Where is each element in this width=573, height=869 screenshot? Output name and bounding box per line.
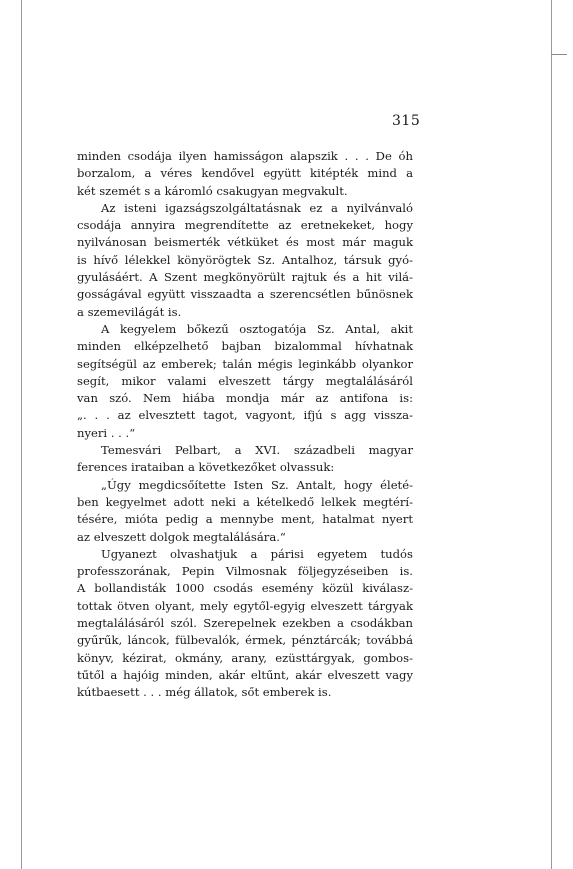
text-line: ferences irataiban a következőket olvassuk: [77,460,335,475]
text-line: Temesvári Pelbart, a XVI. századbeli magyar [101,443,413,458]
text-line: az elveszett dolgok megtalálására.“ [77,529,286,544]
text-line: tottak ötven olyant, mely egytől-egyig elveszett tárgyak [77,598,413,613]
text-line: „Úgy megdicsőítette Isten Sz. Antalt, hogy életé- [101,477,413,492]
text-line: megtalálásáról szól. Szerepelnek ezekben a csodákban [77,616,413,631]
text-line: van szó. Nem hiába mondja már az antifona is: [77,391,413,406]
text-line: segítségül az emberek; talán mégis leginkább olyankor [77,356,413,371]
text-line: Az isteni igazságszolgáltatásnak ez a nyilvánvaló [101,200,413,215]
text-line: „. . . az elvesztett tagot, vagyont, ifjú s agg vissza- [77,408,413,423]
text-line: gyulásáért. A Szent megkönyörült rajtuk és a hit vilá- [77,270,413,285]
text-line: tésére, mióta pedig a mennybe ment, hatalmat nyert [77,512,413,527]
text-line: Ugyanezt olvashatjuk a párisi egyetem tudós [101,546,413,561]
text-line: tűtől a hajóig minden, akár eltűnt, akár elveszett vagy [77,667,413,682]
text-line: két szemét s a káromló csakugyan megvakult. [77,183,348,198]
text-line: A kegyelem bőkezű osztogatója Sz. Antal, akit [101,321,413,336]
text-line: professzorának, Pepin Vilmosnak följegyzéseiben is. [77,564,413,579]
body-text [77,148,413,702]
text-line: csodája annyira megrendítette az eretnekeket, hogy [77,218,413,233]
text-line: minden elképzelhető bajban bizalommal hívhatnak [77,339,413,354]
text-line: gosságával együtt visszaadta a szerencsétlen bűnösnek [77,287,413,302]
page-number: 315 [392,113,421,129]
text-line: nyeri . . .“ [77,425,136,440]
text-line: könyv, kézirat, okmány, arany, ezüsttárgyak, gombos- [77,650,413,665]
scan-edge-right [551,0,552,869]
scan-edge-mark [551,54,567,55]
scan-edge-left [21,0,22,869]
text-line: minden csodája ilyen hamisságon alapszik . . . De óh [77,149,413,163]
text-line: gyűrűk, láncok, fülbevalók, érmek, pénztárcák; továbbá [77,633,413,648]
text-line: nyilvánosan beismerték vétküket és most már maguk [77,235,413,250]
text-line: is hívő lélekkel könyörögtek Sz. Antalhoz, társuk gyó- [77,252,413,267]
text-line: borzalom, a véres kendővel együtt kitépték mind a [77,166,413,181]
text-line: A bollandisták 1000 csodás esemény közül kiválasz- [77,581,413,596]
text-line: a szemevilágát is. [77,304,182,319]
text-line: kútbaesett . . . még állatok, sőt emberek is. [77,685,332,700]
text-line: segít, mikor valami elveszett tárgy megtalálásáról [77,373,413,388]
text-line: ben kegyelmet adott neki a kételkedő lelkek megtérí- [77,494,413,509]
